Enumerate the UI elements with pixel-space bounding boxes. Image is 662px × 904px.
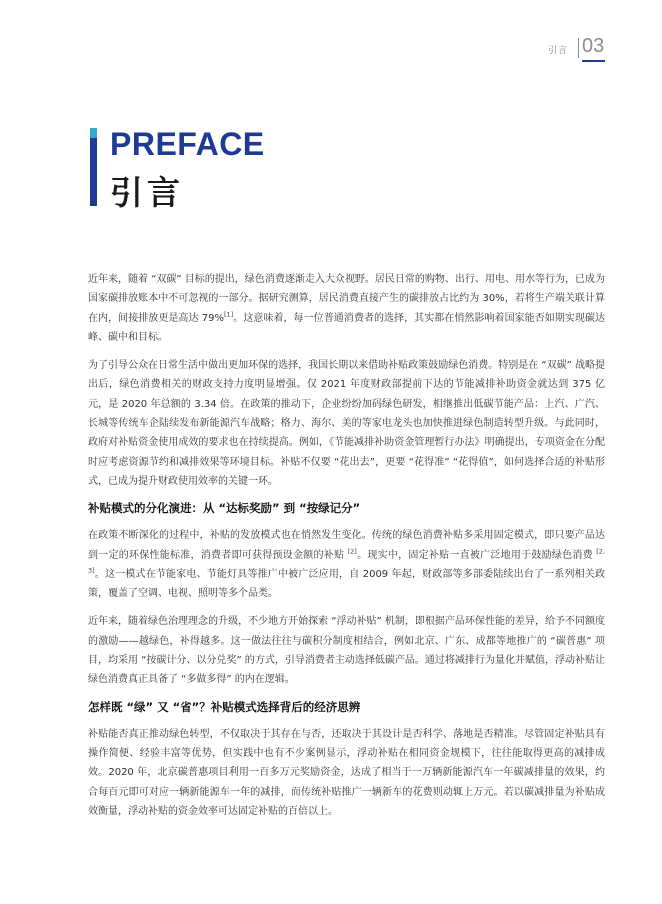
paragraph-economic-analysis: 补贴能否真正推动绿色转型，不仅取决于其存在与否，还取决于其设计是否科学、落地是否精准。尽管固定补贴具有操作简便、经验丰富等优势，但实践中也有不少案例显示，浮动补贴在相同资金规模下，往往能取得更高的减排成效。2020 年，北京碳普惠项目利用一百多万元奖励资金，达成了相当于一万辆新能源汽车一年碳减排量的效果，约合每百元即可对应一辆新能源车一年的减排，而传统补贴推广一辆新车的花费则动辄上万元。若以碳减排量为补贴成效衡量，浮动补贴的资金效率可达固定补贴的百倍以上。 [88,728,605,817]
citation-ref: [2] [347,547,357,556]
title-accent-bar-light [90,128,97,138]
paragraph-fixed-subsidy: 在政策不断深化的过程中，补贴的发放模式也在悄然发生变化。传统的绿色消费补贴多采用固定模式，即只要产品达到一定的环保性能标准，消费者即可获得预设金额的补贴 [2]。现实中，固定补贴一直被广泛地用于鼓励绿色消费 [2, 3]。这一模式在节能家电、节能灯具等推广中被广泛应用，自 2009 年起，财政部等多部委陆续出台了一系列相关政策，覆盖了空调、电视、照明等多个品类。 [88,530,605,600]
citation-ref: [2, 3] [88,547,605,575]
page-number-underline [582,60,605,62]
body-content [88,270,605,830]
paragraph-intro-1: 近年来，随着 “双碳” 目标的提出，绿色消费逐渐走入大众视野。居民日常的购物、出行、用电、用水等行为，已成为国家碳排放账本中不可忽视的一部分。据研究测算，居民消费直接产生的碳排放占比约为 30%，若将生产端关联计算在内，间接排放更是高达 79%[1]。这意味着，每一位普通消费者的选择，其实都在悄然影响着国家能否如期实现碳达峰、碳中和目标。 [88,274,606,343]
header-section-label: 引言 [548,46,569,56]
citation-ref: [1] [224,310,234,319]
title-accent-bar [90,138,97,206]
page-title-english: PREFACE [110,126,265,162]
paragraph-floating-subsidy: 近年来，随着绿色治理理念的升级，不少地方开始探索 “浮动补贴” 机制，即根据产品环保性能的差异，给予不同额度的激励——越绿色，补得越多。这一做法往往与碳积分制度相结合，例如北京、广东、成都等地推广的 “碳普惠” 项目，均采用 “按碳计分、以分兑奖” 的方式，引导消费者主动选择低碳产品。通过将减排行为量化并赋值，浮动补贴让绿色消费真正具备了 “多做多得” 的内在逻辑。 [88,616,605,686]
section-heading-subsidy-evolution: 补贴模式的分化演进：从 “达标奖励” 到 “按绿记分” [88,501,361,516]
header-separator [578,38,579,58]
page-number: 03 [582,35,605,57]
paragraph-intro-2: 为了引导公众在日常生活中做出更加环保的选择，我国长期以来借助补贴政策鼓励绿色消费。特别是在 “双碳” 战略提出后，绿色消费相关的财政支持力度明显增强。仅 2021 年度财政部提前下达的节能减排补助资金就达到 375 亿元，是 2020 年总额的 3.34 倍。在政策的推动下，企业纷纷加码绿色研发，相继推出低碳节能产品：上汽、广汽、长城等传统车企陆续发布新能源汽车战略；格力、海尔、美的等家电龙头也加快推进绿色制造转型升级。与此同时，政府对补贴资金使用成效的要求也在持续提高。例如，《节能减排补助资金管理暂行办法》明确提出，专项资金在分配时应考虑资源节约和减排效果等环境目标。补贴不仅要 “花出去”，更要 “花得准” “花得值”，如何选择合适的补贴形式，已成为提升财政使用效率的关键一环。 [88,360,605,487]
page-title-chinese: 引言 [110,173,184,212]
section-heading-economic-analysis: 怎样既 “绿” 又 “省”？补贴模式选择背后的经济思辨 [88,699,361,714]
